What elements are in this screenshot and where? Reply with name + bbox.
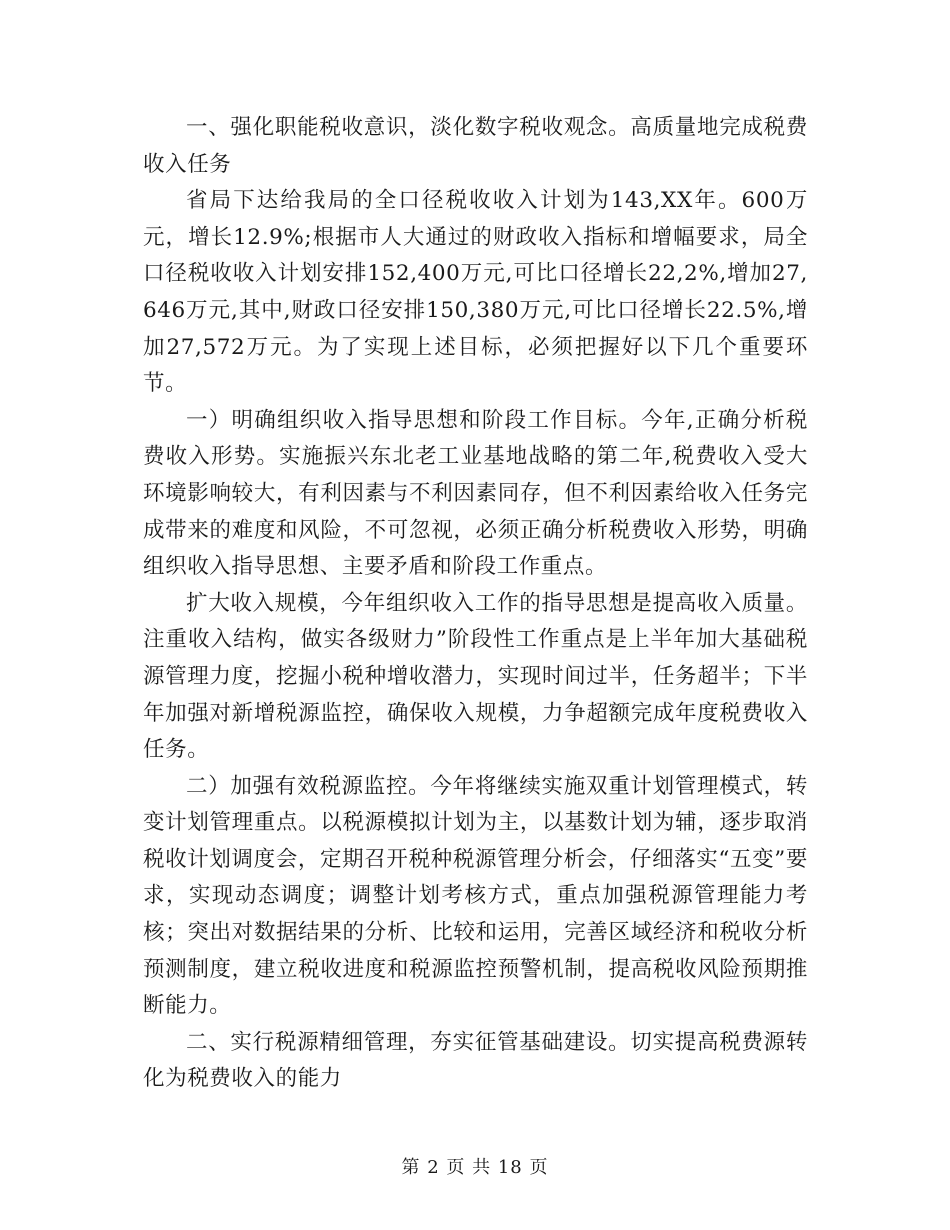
paragraph-heading-2: 二、实行税源精细管理，夯实征管基础建设。切实提高税费源转化为税费收入的能力 (143, 1029, 808, 1092)
paragraph-heading-1: 一、强化职能税收意识，淡化数字税收观念。高质量地完成税费收入任务 (143, 115, 808, 177)
page-number-footer: 第 2 页 共 18 页 (401, 1157, 549, 1178)
document-body (143, 110, 808, 1098)
paragraph-expand-scale: 扩大收入规模，今年组织收入工作的指导思想是提高收入质量。注重收入结构，做实各级财力”阶段性工作重点是上半年加大基础税源管理力度，挖掘小税种增收潜力，实现时间过半，任务超半；下半年加强对新增税源监控，确保收入规模，力争超额完成年度税费收入任务。 (143, 590, 808, 763)
paragraph-guiding-thought: 一）明确组织收入指导思想和阶段工作目标。今年,正确分析税费收入形势。实施振兴东北老工业基地战略的第二年,税费收入受大环境影响较大，有利因素与不利因素同存，但不利因素给收入任务完成带来的难度和风险，不可忽视，必须正确分析税费收入形势，明确组织收入指导思想、主要矛盾和阶段工作重点。 (143, 407, 808, 580)
paragraph-tax-source-monitoring: 二）加强有效税源监控。今年将继续实施双重计划管理模式，转变计划管理重点。以税源模拟计划为主，以基数计划为辅，逐步取消税收计划调度会，定期召开税种税源管理分析会，仔细落实“五变”要求，实现动态调度；调整计划考核方式，重点加强税源管理能力考核；突出对数据结果的分析、比较和运用，完善区域经济和税收分析预测制度，建立税收进度和税源监控预警机制，提高税收风险预期推断能力。 (143, 773, 808, 1019)
paragraph-revenue-plan: 省局下达给我局的全口径税收收入计划为143,XX年。600万元，增长12.9%;根据市人大通过的财政收入指标和增幅要求，局全口径税收收入计划安排152,400万元,可比口径增长22,2%,增加27,646万元,其中,财政口径安排150,380万元,可比口径增长22.5%,增加27,572万元。为了实现上述目标，必须把握好以下几个重要环节。 (143, 188, 808, 397)
